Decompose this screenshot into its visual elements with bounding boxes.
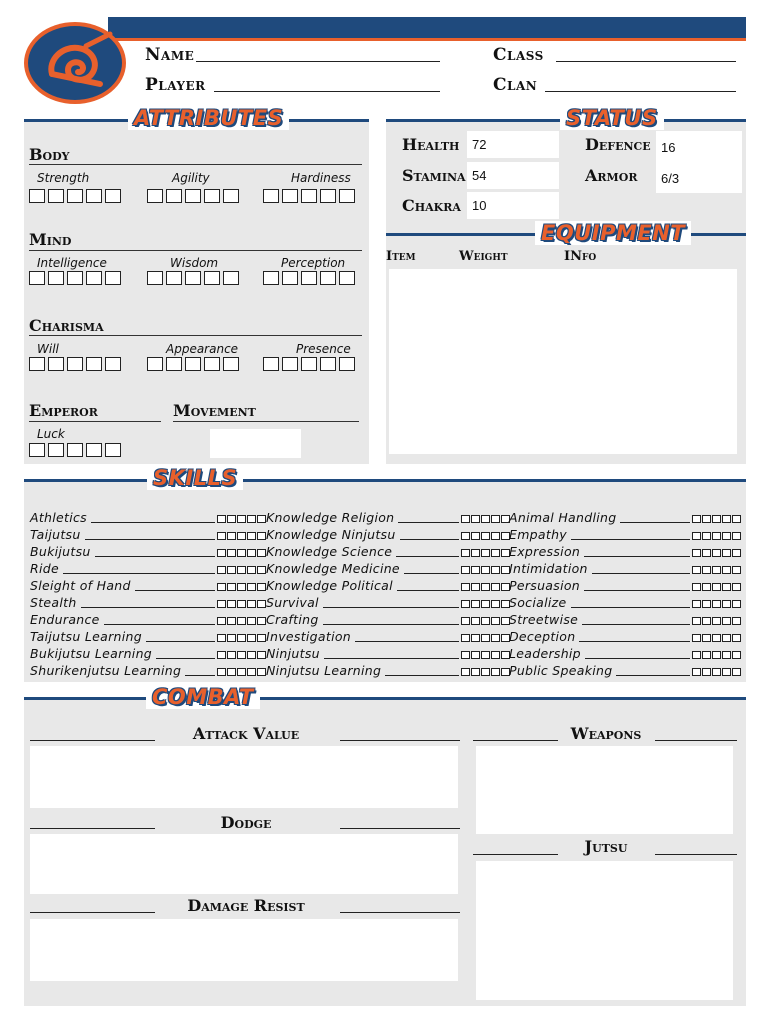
chakra-label: Chakra xyxy=(402,196,461,215)
skill-row[interactable] xyxy=(30,644,266,661)
luck-label: Luck xyxy=(37,427,65,441)
skill-row[interactable] xyxy=(266,644,510,661)
skill-row[interactable] xyxy=(30,661,266,678)
presence-label: Presence xyxy=(296,342,351,356)
name-field[interactable] xyxy=(196,61,440,62)
skill-line[interactable] xyxy=(398,513,459,523)
charisma-underline xyxy=(29,335,362,336)
skill-row[interactable] xyxy=(509,576,741,593)
skill-name: Shurikenjutsu Learning xyxy=(30,663,182,678)
skill-name: Deception xyxy=(509,629,576,644)
dodge-rule-left xyxy=(30,828,155,829)
skill-row[interactable] xyxy=(266,593,510,610)
skill-name: Crafting xyxy=(266,612,319,627)
skill-line[interactable] xyxy=(63,564,215,574)
damage-resist-rule-right xyxy=(340,912,460,913)
skill-rank-boxes[interactable] xyxy=(692,634,741,642)
skill-row[interactable] xyxy=(266,576,510,593)
mind-underline xyxy=(29,250,362,251)
agility-label: Agility xyxy=(172,171,210,185)
skill-name: Ninjutsu Learning xyxy=(266,663,382,678)
skill-line[interactable] xyxy=(355,632,459,642)
hardiness-label: Hardiness xyxy=(291,171,351,185)
movement-underline xyxy=(173,421,359,422)
skill-row[interactable] xyxy=(30,610,266,627)
skill-rank-boxes[interactable] xyxy=(217,566,266,574)
skill-name: Ninjutsu xyxy=(266,646,320,661)
skill-name: Public Speaking xyxy=(509,663,613,678)
skill-name: Survival xyxy=(266,595,319,610)
perception-boxes[interactable] xyxy=(263,271,355,285)
movement-title: Movement xyxy=(173,401,256,420)
skill-line[interactable] xyxy=(585,649,690,659)
emperor-underline xyxy=(29,421,161,422)
skill-row[interactable] xyxy=(30,542,266,559)
skill-name: Expression xyxy=(509,544,581,559)
jutsu-label: Jutsu xyxy=(584,837,628,856)
skill-rank-boxes[interactable] xyxy=(461,600,510,608)
skill-row[interactable] xyxy=(509,542,741,559)
skill-rank-boxes[interactable] xyxy=(692,668,741,676)
skill-name: Animal Handling xyxy=(509,510,617,525)
skill-row[interactable] xyxy=(30,508,266,525)
skill-row[interactable] xyxy=(509,627,741,644)
agility-boxes[interactable] xyxy=(147,189,239,203)
dodge-box[interactable] xyxy=(30,834,458,894)
skill-row[interactable] xyxy=(30,627,266,644)
skill-line[interactable] xyxy=(400,530,459,540)
attack-value-rule-right xyxy=(340,740,460,741)
hardiness-boxes[interactable] xyxy=(263,189,355,203)
skill-row[interactable] xyxy=(509,525,741,542)
skill-row[interactable] xyxy=(509,593,741,610)
attributes-title: ATTRIBUTES xyxy=(128,106,289,130)
skill-rank-boxes[interactable] xyxy=(461,532,510,540)
name-label: Name xyxy=(145,45,195,65)
charisma-title: Charisma xyxy=(29,316,104,335)
skill-rank-boxes[interactable] xyxy=(461,617,510,625)
skill-rank-boxes[interactable] xyxy=(217,668,266,676)
skill-line[interactable] xyxy=(584,547,690,557)
skill-rank-boxes[interactable] xyxy=(692,617,741,625)
skill-name: Stealth xyxy=(30,595,77,610)
skill-row[interactable] xyxy=(509,661,741,678)
skill-rank-boxes[interactable] xyxy=(461,651,510,659)
weapons-rule-left xyxy=(473,740,558,741)
strength-boxes[interactable] xyxy=(29,189,121,203)
body-underline xyxy=(29,164,362,165)
equipment-col-info: INfo xyxy=(564,249,597,264)
skill-line[interactable] xyxy=(582,615,690,625)
skill-line[interactable] xyxy=(146,632,215,642)
health-label: Health xyxy=(402,135,460,154)
appearance-label: Appearance xyxy=(166,342,239,356)
attack-value-label: Attack Value xyxy=(192,724,300,743)
skill-row[interactable] xyxy=(266,508,510,525)
skill-name: Bukijutsu Learning xyxy=(30,646,153,661)
skill-row[interactable] xyxy=(266,610,510,627)
skill-name: Ride xyxy=(30,561,59,576)
attack-value-rule-left xyxy=(30,740,155,741)
perception-label: Perception xyxy=(281,256,346,270)
stamina-value[interactable]: 54 xyxy=(467,162,559,189)
skill-name: Persuasion xyxy=(509,578,581,593)
skill-rank-boxes[interactable] xyxy=(461,515,510,523)
skill-row[interactable] xyxy=(30,559,266,576)
intelligence-label: Intelligence xyxy=(37,256,107,270)
skill-rank-boxes[interactable] xyxy=(217,549,266,557)
skill-line[interactable] xyxy=(571,530,690,540)
skill-line[interactable] xyxy=(396,547,459,557)
player-field[interactable] xyxy=(214,91,440,92)
skill-rank-boxes[interactable] xyxy=(692,583,741,591)
skill-name: Leadership xyxy=(509,646,581,661)
skill-row[interactable] xyxy=(30,576,266,593)
presence-boxes[interactable] xyxy=(263,357,355,371)
equipment-col-item: Item xyxy=(386,249,416,264)
stamina-label: Stamina xyxy=(402,166,466,185)
skill-line[interactable] xyxy=(620,513,690,523)
skill-name: Taijutsu xyxy=(30,527,81,542)
skill-rank-boxes[interactable] xyxy=(692,566,741,574)
clan-label: Clan xyxy=(493,75,538,95)
skill-rank-boxes[interactable] xyxy=(692,532,741,540)
equipment-list-area[interactable] xyxy=(389,269,737,454)
attack-value-box[interactable] xyxy=(30,746,458,808)
combat-title: COMBAT xyxy=(146,685,260,709)
skill-line[interactable] xyxy=(584,581,690,591)
health-value[interactable]: 72 xyxy=(467,131,559,158)
skill-line[interactable] xyxy=(324,649,459,659)
skill-rank-boxes[interactable] xyxy=(217,600,266,608)
dodge-rule-right xyxy=(340,828,460,829)
skill-line[interactable] xyxy=(323,615,459,625)
skill-name: Bukijutsu xyxy=(30,544,91,559)
status-title: STATUS xyxy=(560,106,664,130)
skill-row[interactable] xyxy=(509,610,741,627)
skill-name: Knowledge Medicine xyxy=(266,561,400,576)
skill-name: Empathy xyxy=(509,527,567,542)
appearance-boxes[interactable] xyxy=(147,357,239,371)
jutsu-rule-left xyxy=(473,854,558,855)
skill-line[interactable] xyxy=(323,598,459,608)
clan-field[interactable] xyxy=(545,91,736,92)
defence-label: Defence xyxy=(585,135,651,154)
skill-rank-boxes[interactable] xyxy=(461,668,510,676)
skill-line[interactable] xyxy=(135,581,215,591)
leaf-village-swirl-icon xyxy=(22,20,132,106)
combat-divider xyxy=(24,697,746,700)
skill-line[interactable] xyxy=(104,615,215,625)
damage-resist-label: Damage Resist xyxy=(187,896,305,915)
jutsu-rule-right xyxy=(655,854,737,855)
mind-title: Mind xyxy=(29,230,72,249)
skill-row[interactable] xyxy=(509,644,741,661)
skill-line[interactable] xyxy=(91,513,215,523)
will-label: Will xyxy=(37,342,59,356)
skill-row[interactable] xyxy=(266,525,510,542)
skill-rank-boxes[interactable] xyxy=(461,583,510,591)
skill-rank-boxes[interactable] xyxy=(217,617,266,625)
skill-rank-boxes[interactable] xyxy=(692,549,741,557)
skill-row[interactable] xyxy=(509,559,741,576)
intelligence-boxes[interactable] xyxy=(29,271,121,285)
dodge-label: Dodge xyxy=(220,813,272,832)
header-bar xyxy=(108,17,746,39)
skill-name: Socialize xyxy=(509,595,567,610)
skill-line[interactable] xyxy=(185,666,215,676)
skill-name: Knowledge Religion xyxy=(266,510,395,525)
skill-name: Knowledge Political xyxy=(266,578,393,593)
skill-name: Investigation xyxy=(266,629,352,644)
armor-label: Armor xyxy=(585,166,638,185)
skill-row[interactable] xyxy=(30,593,266,610)
skill-line[interactable] xyxy=(579,632,690,642)
skill-line[interactable] xyxy=(404,564,459,574)
skill-row[interactable] xyxy=(266,559,510,576)
weapons-box[interactable] xyxy=(476,746,733,834)
skill-line[interactable] xyxy=(616,666,690,676)
luck-boxes[interactable] xyxy=(29,443,121,457)
movement-value-box[interactable] xyxy=(210,429,301,458)
header-accent-stripe xyxy=(108,38,746,41)
skill-line[interactable] xyxy=(95,547,215,557)
skill-rank-boxes[interactable] xyxy=(217,634,266,642)
skill-name: Knowledge Ninjutsu xyxy=(266,527,396,542)
skill-name: Athletics xyxy=(30,510,87,525)
skill-line[interactable] xyxy=(385,666,459,676)
skill-row[interactable] xyxy=(266,627,510,644)
defence-value[interactable]: 16 xyxy=(656,131,742,162)
skills-divider xyxy=(24,479,746,482)
damage-resist-box[interactable] xyxy=(30,919,458,981)
skill-name: Knowledge Science xyxy=(266,544,393,559)
armor-value[interactable]: 6/3 xyxy=(656,162,742,193)
weapons-label: Weapons xyxy=(570,724,642,743)
skill-row[interactable] xyxy=(509,508,741,525)
skill-name: Endurance xyxy=(30,612,100,627)
skill-rank-boxes[interactable] xyxy=(692,651,741,659)
skill-line[interactable] xyxy=(85,530,215,540)
skill-rank-boxes[interactable] xyxy=(692,515,741,523)
emperor-title: Emperor xyxy=(29,401,98,420)
skill-name: Streetwise xyxy=(509,612,579,627)
skill-name: Intimidation xyxy=(509,561,588,576)
class-field[interactable] xyxy=(556,61,736,62)
skill-rank-boxes[interactable] xyxy=(461,566,510,574)
equipment-title: EQUIPMENT xyxy=(535,221,691,245)
skill-line[interactable] xyxy=(592,564,690,574)
wisdom-label: Wisdom xyxy=(170,256,219,270)
skill-rank-boxes[interactable] xyxy=(217,515,266,523)
equipment-col-weight: Weight xyxy=(459,249,508,264)
will-boxes[interactable] xyxy=(29,357,121,371)
skills-title: SKILLS xyxy=(147,466,243,490)
skill-line[interactable] xyxy=(81,598,215,608)
skill-rank-boxes[interactable] xyxy=(461,549,510,557)
skill-row[interactable] xyxy=(266,542,510,559)
class-label: Class xyxy=(493,45,544,65)
skill-line[interactable] xyxy=(571,598,691,608)
skill-rank-boxes[interactable] xyxy=(217,651,266,659)
skill-row[interactable] xyxy=(30,525,266,542)
skill-line[interactable] xyxy=(156,649,215,659)
skill-rank-boxes[interactable] xyxy=(217,532,266,540)
weapons-rule-right xyxy=(655,740,737,741)
player-label: Player xyxy=(145,75,206,95)
jutsu-box[interactable] xyxy=(476,861,733,1000)
skill-name: Sleight of Hand xyxy=(30,578,131,593)
skill-rank-boxes[interactable] xyxy=(217,583,266,591)
wisdom-boxes[interactable] xyxy=(147,271,239,285)
body-title: Body xyxy=(29,145,70,164)
skill-line[interactable] xyxy=(397,581,459,591)
chakra-value[interactable]: 10 xyxy=(467,192,559,219)
damage-resist-rule-left xyxy=(30,912,155,913)
skill-rank-boxes[interactable] xyxy=(461,634,510,642)
skill-rank-boxes[interactable] xyxy=(692,600,741,608)
skill-name: Taijutsu Learning xyxy=(30,629,142,644)
strength-label: Strength xyxy=(37,171,90,185)
skill-row[interactable] xyxy=(266,661,510,678)
